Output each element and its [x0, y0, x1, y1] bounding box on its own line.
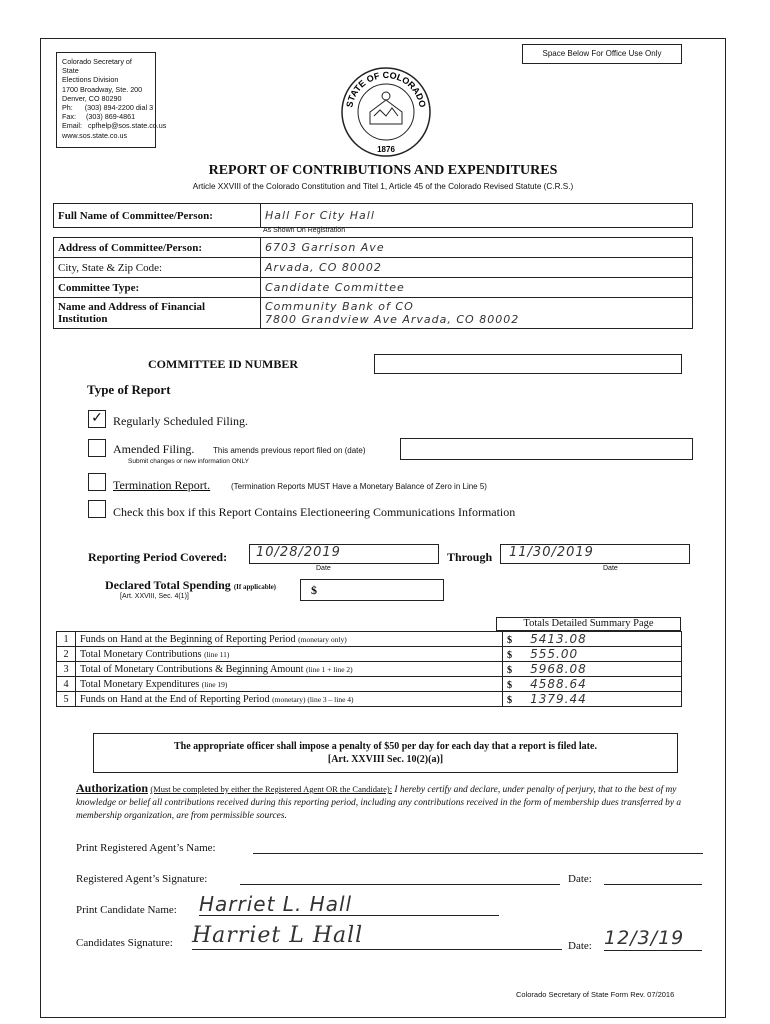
- sos-line: 1700 Broadway, Ste. 200: [62, 84, 143, 94]
- full-name-label: Full Name of Committee/Person:: [54, 204, 261, 228]
- summary-row: [57, 692, 682, 707]
- amended-filing-checkbox[interactable]: [88, 439, 106, 457]
- bank-name-line: Community Bank of CO: [265, 300, 414, 313]
- agent-name-field[interactable]: [253, 853, 703, 854]
- sos-line: www.sos.state.co.us: [62, 130, 128, 140]
- late-penalty-notice: [93, 733, 678, 773]
- regular-filing-label: Regularly Scheduled Filing.: [113, 414, 248, 428]
- declared-spending-field[interactable]: $: [300, 579, 444, 601]
- summary-row-amount-cell[interactable]: [503, 632, 682, 647]
- summary-row-label-text: Funds on Hand at the End of Reporting Period: [80, 693, 270, 705]
- committee-id-field[interactable]: [374, 354, 682, 374]
- dollar-sign: $: [507, 650, 513, 661]
- committee-info-table: [53, 203, 693, 228]
- amended-filing-subnote: Submit changes or new information ONLY: [128, 458, 249, 465]
- authorization-text: I hereby certify and declare, under penalty of perjury, that to the best of my knowledge or belief all contributions received during this reporting period, including any contributions received in the form of membership dues transferred by a membership organization, are from permissible sources.: [76, 785, 682, 821]
- committee-type-label: Committee Type:: [54, 278, 261, 298]
- period-start-field[interactable]: 10/28/2019: [249, 544, 439, 564]
- bank-field[interactable]: [261, 298, 693, 329]
- summary-row-amount-cell[interactable]: [503, 692, 682, 707]
- agent-name-label: Print Registered Agent’s Name:: [76, 842, 216, 854]
- sos-line: Denver, CO 80290: [62, 93, 122, 103]
- bank-label: Name and Address of Financial Institution: [54, 298, 261, 329]
- amended-date-field[interactable]: [400, 438, 693, 460]
- candidate-name-field[interactable]: Harriet L. Hall: [199, 893, 499, 916]
- summary-row-label: [76, 632, 503, 647]
- summary-row: [57, 677, 682, 692]
- summary-row-label-text: Total of Monetary Contributions & Beginning Amount: [80, 663, 304, 675]
- sos-line: Email: cpfhelp@sos.state.co.us: [62, 121, 167, 131]
- sos-line: Elections Division: [62, 75, 119, 85]
- declared-spending-citation: [Art. XXVIII, Sec. 4(1)]: [120, 593, 189, 600]
- sos-line: Ph: (303) 894-2200 dial 3: [62, 103, 154, 113]
- summary-row: [57, 647, 682, 662]
- summary-row-note: (line 1 + line 2): [305, 664, 353, 674]
- dollar-sign: $: [507, 695, 513, 706]
- authorization-block: [76, 782, 704, 823]
- declared-spending-note: (If applicable): [233, 583, 277, 591]
- declared-spending-text: Declared Total Spending: [105, 578, 231, 592]
- address-field[interactable]: 6703 Garrison Ave: [261, 238, 693, 258]
- amended-filing-label: Amended Filing.: [113, 442, 195, 456]
- summary-row-number: 1: [57, 632, 76, 647]
- candidate-name-label: Print Candidate Name:: [76, 904, 177, 916]
- agent-date-field[interactable]: [604, 884, 702, 885]
- summary-row-label-text: Total Monetary Expenditures: [80, 678, 200, 690]
- summary-row-amount-cell[interactable]: [503, 647, 682, 662]
- registration-note: As Shown On Registration: [263, 227, 346, 234]
- declared-spending-label: [105, 578, 276, 593]
- office-use-box: [522, 44, 682, 64]
- agent-date-label: Date:: [568, 873, 592, 885]
- summary-row-label-text: Total Monetary Contributions: [80, 648, 202, 660]
- through-label: Through: [447, 550, 493, 564]
- page-subtitle: Article XXVIII of the Colorado Constitution and Titel 1, Article 45 of the Colorado Revised Statute (C.R.S.): [192, 182, 574, 191]
- penalty-line-1: The appropriate officer shall impose a penalty of $50 per day for each day that a report is filed late.: [174, 741, 597, 752]
- summary-row-number: 4: [57, 677, 76, 692]
- summary-row-number: 3: [57, 662, 76, 677]
- candidate-date-field[interactable]: 12/3/19: [604, 926, 702, 951]
- summary-row-label: [76, 647, 503, 662]
- dollar-sign: $: [507, 635, 513, 646]
- sos-address-block: [56, 52, 167, 148]
- summary-row-amount-cell[interactable]: [503, 677, 682, 692]
- summary-header: Totals Detailed Summary Page: [496, 617, 681, 631]
- sos-line: Fax: (303) 869-4861: [62, 112, 136, 122]
- dollar-sign: $: [507, 680, 513, 691]
- candidate-signature-label: Candidates Signature:: [76, 937, 173, 949]
- bank-address-line: 7800 Grandview Ave Arvada, CO 80002: [265, 313, 520, 326]
- committee-id-label: COMMITTEE ID NUMBER: [148, 357, 299, 371]
- termination-label: Termination Report.: [113, 478, 211, 492]
- summary-row-label-text: Funds on Hand at the Beginning of Reporting Period: [80, 633, 296, 645]
- summary-row: [57, 662, 682, 677]
- amended-filing-note: This amends previous report filed on (date): [213, 446, 366, 455]
- period-end-field[interactable]: 11/30/2019: [500, 544, 690, 564]
- committee-type-field[interactable]: Candidate Committee: [261, 278, 693, 298]
- summary-row-note: (monetary) (line 3 – line 4): [272, 694, 354, 704]
- period-start-caption: Date: [316, 565, 331, 572]
- type-of-report-heading: Type of Report: [87, 382, 171, 397]
- state-seal-icon: [340, 66, 432, 158]
- summary-row-note: (line 19): [201, 679, 228, 689]
- authorization-lead: (Must be completed by either the Registered Agent OR the Candidate):: [150, 784, 393, 794]
- termination-checkbox[interactable]: [88, 473, 106, 491]
- agent-signature-label: Registered Agent’s Signature:: [76, 873, 208, 885]
- summary-row-label: [76, 662, 503, 677]
- summary-row-amount: 5413.08: [530, 632, 587, 646]
- summary-row-amount: 1379.44: [530, 692, 587, 706]
- candidate-date-label: Date:: [568, 940, 592, 952]
- summary-row-number: 2: [57, 647, 76, 662]
- page-title: REPORT OF CONTRIBUTIONS AND EXPENDITURES: [208, 163, 558, 178]
- agent-signature-field[interactable]: [240, 884, 560, 885]
- summary-row-amount: 5968.08: [530, 662, 587, 676]
- summary-table: [56, 631, 682, 707]
- dollar-sign: $: [507, 665, 513, 676]
- summary-row-amount: 555.00: [530, 647, 579, 661]
- summary-row-amount: 4588.64: [530, 677, 587, 691]
- period-end-caption: Date: [603, 565, 618, 572]
- summary-row-note: (line 11): [204, 649, 230, 659]
- city-field[interactable]: Arvada, CO 80002: [261, 258, 693, 278]
- summary-row-label: [76, 677, 503, 692]
- seal-top-text: STATE OF COLORADO: [344, 69, 428, 109]
- regular-filing-checkbox[interactable]: ✓: [88, 410, 106, 428]
- termination-note: (Termination Reports MUST Have a Monetary Balance of Zero in Line 5): [231, 482, 487, 491]
- summary-row: [57, 632, 682, 647]
- electioneering-label: Check this box if this Report Contains Electioneering Communications Information: [113, 505, 516, 519]
- summary-row-number: 5: [57, 692, 76, 707]
- address-label: Address of Committee/Person:: [54, 238, 261, 258]
- summary-row-label: [76, 692, 503, 707]
- candidate-signature-field[interactable]: Harriet L Hall: [192, 923, 562, 950]
- electioneering-checkbox[interactable]: [88, 500, 106, 518]
- authorization-heading: Authorization: [76, 781, 148, 795]
- office-use-label: Space Below For Office Use Only: [542, 49, 662, 58]
- sos-line: Colorado Secretary of State: [62, 57, 132, 76]
- seal-year-text: 1876: [377, 145, 395, 154]
- city-label: City, State & Zip Code:: [54, 258, 261, 278]
- reporting-period-label: Reporting Period Covered:: [88, 550, 228, 564]
- form-revision-footer: Colorado Secretary of State Form Rev. 07/2016: [516, 990, 675, 999]
- full-name-field[interactable]: Hall For City Hall: [261, 204, 693, 228]
- summary-row-note: (monetary only): [298, 634, 347, 644]
- committee-address-table: [53, 237, 693, 329]
- penalty-line-2: [Art. XXVIII Sec. 10(2)(a)]: [327, 754, 444, 765]
- summary-row-amount-cell[interactable]: [503, 662, 682, 677]
